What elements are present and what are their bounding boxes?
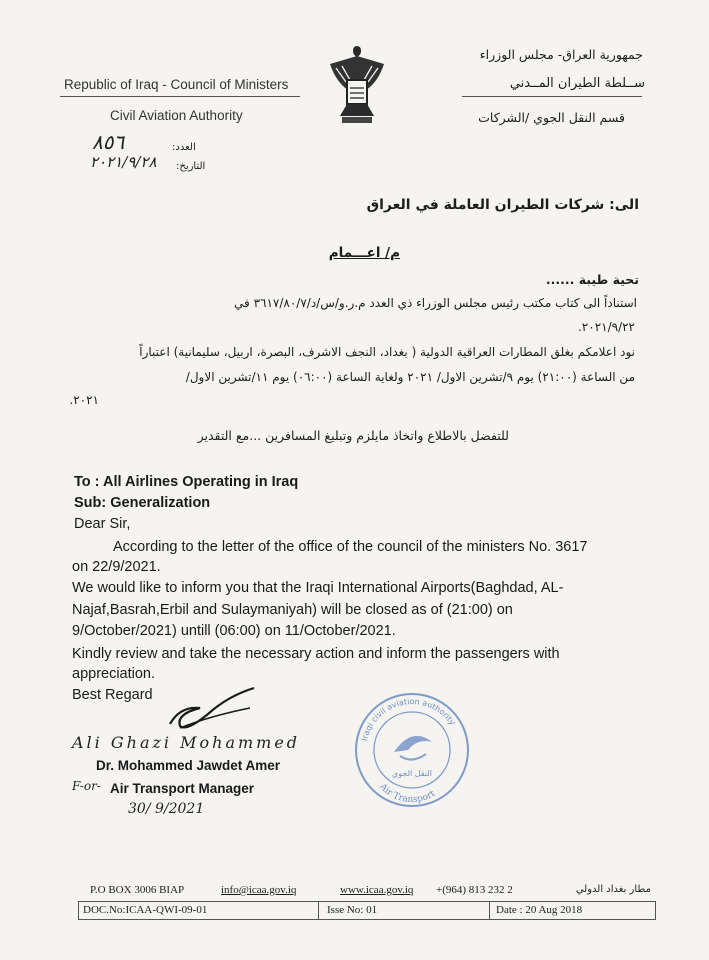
stamp-ring-text: Iraqi civil aviation authority <box>359 697 457 742</box>
number-label: العدد: <box>172 142 196 153</box>
header-ar-authority: ســلطة الطيران المــدني <box>509 76 645 91</box>
ar-greeting: تحية طيبة ...... <box>545 272 639 287</box>
ar-paragraph-2-line-2: من الساعة (٢١:٠٠) يوم ٩/تشرين الاول/ ٢٠٢١ ولغاية الساعة (٠٦:٠٠) يوم ١١/تشرين الاول/ <box>185 370 635 384</box>
header-en-department: Civil Aviation Authority <box>110 108 243 123</box>
en-paragraph-2-line-3: 9/October/2021) untill (06:00) on 11/October/2021. <box>72 623 396 639</box>
air-transport-stamp <box>352 690 472 810</box>
date-label: التاريخ: <box>176 161 206 172</box>
header-en-rule <box>60 96 300 97</box>
signatory-name: Dr. Mohammed Jawdet Amer <box>96 758 281 773</box>
en-salutation: Dear Sir, <box>74 516 131 532</box>
header-ar-rule <box>462 96 642 97</box>
en-paragraph-3-line-1: Kindly review and take the necessary action and inform the passengers with <box>72 646 560 662</box>
header-ar-government: جمهورية العراق- مجلس الوزراء <box>479 47 643 62</box>
ar-paragraph-2-line-3: ٢٠٢١. <box>69 393 99 407</box>
stamp-bottom-text: Air Transport <box>377 781 438 806</box>
ar-subject: م/ اعـــمام <box>328 245 400 261</box>
footer-po-box: P.O BOX 3006 BIAP <box>90 884 185 896</box>
iraq-eagle-emblem <box>326 44 388 126</box>
header-ar-department: قسم النقل الجوي /الشركات <box>478 110 625 125</box>
ar-paragraph-1-line-2: ٢٠٢١/٩/٢٢. <box>577 320 635 334</box>
en-paragraph-1-line-1: According to the letter of the office of the council of the ministers No. 3617 <box>113 539 588 555</box>
footer-date: Date : 20 Aug 2018 <box>496 904 583 916</box>
date-value: ٢٠٢١/٩/٢٨ <box>90 153 157 171</box>
number-value: ٨٥٦ <box>92 130 125 154</box>
footer-email[interactable]: info@icaa.gov.iq <box>221 884 297 896</box>
header-en-authority: Republic of Iraq - Council of Ministers <box>64 77 289 92</box>
stamp-center-text: النقل الجوي <box>392 769 432 778</box>
for-mark: F-or- <box>72 779 101 793</box>
footer-issue-no: Isse No: 01 <box>327 904 378 916</box>
footer-divider-2 <box>489 901 490 920</box>
ar-closing: للتفضل بالاطلاع واتخاذ مايلزم وتبليغ المسافرين ...مع التقدير <box>197 428 509 443</box>
en-paragraph-3-line-2: appreciation. <box>72 666 156 682</box>
footer-doc-box <box>78 901 656 920</box>
en-paragraph-1-line-2: on 22/9/2021. <box>72 559 161 575</box>
signatory-title: Air Transport Manager <box>110 781 255 796</box>
en-regards: Best Regard <box>72 687 153 703</box>
footer-website[interactable]: www.icaa.gov.iq <box>340 884 414 896</box>
ar-addressee: الى: شركات الطيران العاملة في العراق <box>366 197 639 213</box>
en-subject: Sub: Generalization <box>74 495 211 511</box>
en-paragraph-2-line-1: We would like to inform you that the Iraqi International Airports(Baghdad, AL- <box>72 580 564 596</box>
ar-paragraph-2-line-1: نود اعلامكم بغلق المطارات العراقية الدولية ( بغداد، النجف الاشرف، البصرة، اربيل، سليمانية) اعتباراً <box>139 345 635 359</box>
handwritten-name: Ali Ghazi Mohammed <box>72 733 301 752</box>
footer-airport: مطار بغداد الدولي <box>575 884 651 895</box>
en-paragraph-2-line-2: Najaf,Basrah,Erbil and Sulaymaniyah) will be closed as of (21:00) on <box>72 602 513 618</box>
footer-doc-no: DOC.No:ICAA-QWI-09-01 <box>83 904 208 916</box>
en-addressee: To : All Airlines Operating in Iraq <box>74 474 299 490</box>
signature-scribble <box>160 684 256 734</box>
ar-paragraph-1-line-1: استناداً الى كتاب مكتب رئيس مجلس الوزراء ذي العدد م.ر.و/س/د/٣٦١٧/٨٠/٧ في <box>234 296 637 310</box>
signature-date: 30/ 9/2021 <box>128 801 205 817</box>
footer-divider-1 <box>318 901 319 920</box>
footer-phone: +(964) 813 232 2 <box>436 884 513 896</box>
